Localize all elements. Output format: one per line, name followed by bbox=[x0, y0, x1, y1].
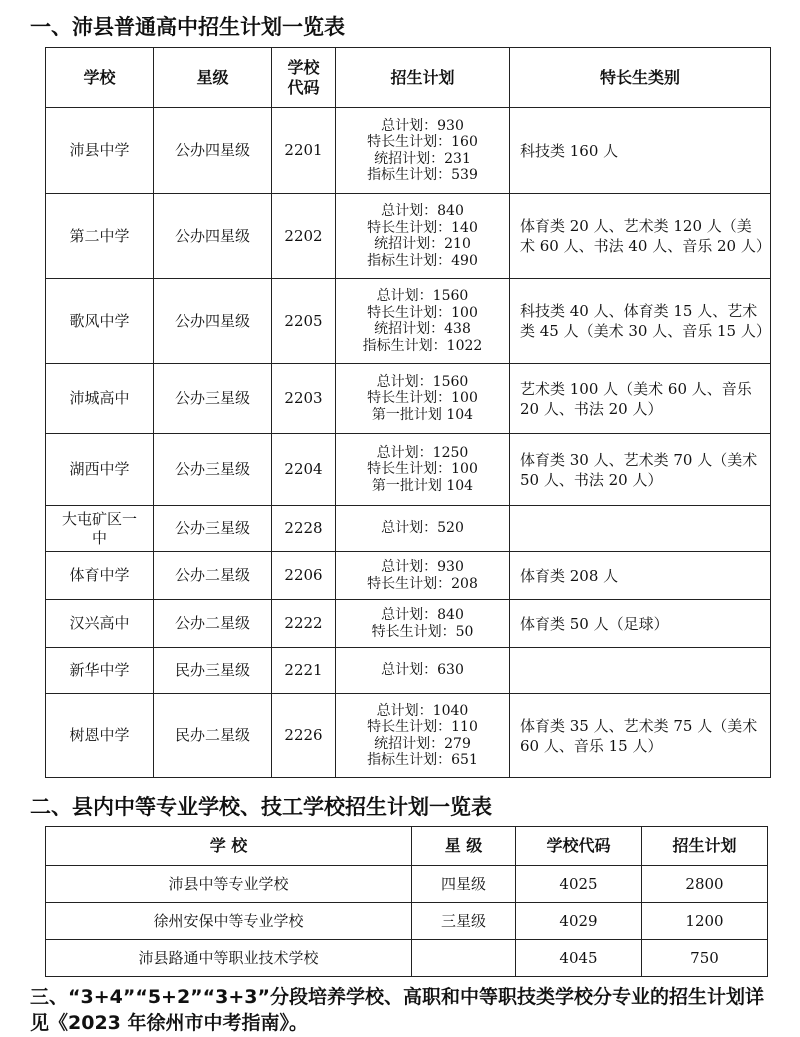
plan-line: 指标生计划：1022 bbox=[362, 337, 483, 354]
plan-line: 统招计划：210 bbox=[374, 236, 471, 252]
plan-line: 特长生计划：160 bbox=[367, 134, 478, 150]
plan-cell bbox=[336, 364, 510, 434]
table-row bbox=[46, 506, 771, 552]
school-name: 湖西中学 bbox=[46, 434, 154, 506]
plan-line: 指标生计划：539 bbox=[367, 167, 478, 183]
school-name: 新华中学 bbox=[46, 648, 154, 694]
plan-count: 2800 bbox=[642, 866, 768, 903]
header-school: 学校 bbox=[46, 48, 154, 108]
special-category: 科技类 160 人 bbox=[510, 108, 771, 194]
plan-line: 第一批计划 104 bbox=[371, 477, 474, 494]
plan-cell bbox=[336, 108, 510, 194]
star-level: 公办二星级 bbox=[154, 600, 272, 648]
plan-line: 特长生计划：208 bbox=[367, 575, 478, 592]
school-name: 徐州安保中等专业学校 bbox=[46, 903, 412, 940]
plan-cell bbox=[336, 552, 510, 600]
plan-line: 特长生计划：100 bbox=[367, 304, 478, 321]
section1-title: 一、沛县普通高中招生计划一览表 bbox=[30, 15, 345, 39]
table-row bbox=[46, 434, 771, 506]
plan-cell bbox=[336, 194, 510, 279]
star-level: 四星级 bbox=[412, 866, 516, 903]
special-category: 体育类 30 人、艺术类 70 人（美术 50 人、书法 20 人） bbox=[510, 434, 771, 506]
plan-line: 特长生计划：50 bbox=[371, 623, 474, 640]
star-level: 民办二星级 bbox=[154, 694, 272, 778]
star-level: 三星级 bbox=[412, 903, 516, 940]
plan-line: 特长生计划：110 bbox=[367, 719, 478, 735]
high-school-plan-table bbox=[45, 47, 771, 778]
header-plan: 招生计划 bbox=[642, 827, 768, 866]
school-name: 体育中学 bbox=[46, 552, 154, 600]
plan-line: 特长生计划：100 bbox=[367, 390, 478, 407]
school-name: 大屯矿区一中 bbox=[46, 506, 154, 552]
plan-cell bbox=[336, 694, 510, 778]
plan-cell bbox=[336, 648, 510, 694]
school-name: 沛县中等专业学校 bbox=[46, 866, 412, 903]
header-special: 特长生类别 bbox=[510, 48, 771, 108]
plan-line: 统招计划：438 bbox=[374, 321, 471, 337]
plan-cell bbox=[336, 506, 510, 552]
plan-line: 总计划：630 bbox=[381, 662, 464, 679]
plan-line: 总计划：1560 bbox=[376, 288, 469, 304]
special-category: 体育类 208 人 bbox=[510, 552, 771, 600]
header-school: 学 校 bbox=[46, 827, 412, 866]
table-row bbox=[46, 648, 771, 694]
star-level: 公办三星级 bbox=[154, 434, 272, 506]
plan-line: 总计划：840 bbox=[381, 203, 464, 219]
school-code: 2222 bbox=[272, 600, 336, 648]
special-category: 体育类 20 人、艺术类 120 人（美术 60 人、书法 40 人、音乐 20 人） bbox=[510, 194, 771, 279]
special-category bbox=[510, 648, 771, 694]
table-row bbox=[46, 108, 771, 194]
table-row bbox=[46, 694, 771, 778]
table-header-row bbox=[46, 827, 768, 866]
school-code: 4025 bbox=[516, 866, 642, 903]
section2-title: 二、县内中等专业学校、技工学校招生计划一览表 bbox=[30, 795, 492, 819]
plan-line: 指标生计划：490 bbox=[367, 252, 478, 269]
table-row bbox=[46, 940, 768, 977]
special-category: 体育类 35 人、艺术类 75 人（美术 60 人、音乐 15 人） bbox=[510, 694, 771, 778]
school-name: 歌风中学 bbox=[46, 279, 154, 364]
school-name: 沛县路通中等职业技术学校 bbox=[46, 940, 412, 977]
school-code: 2221 bbox=[272, 648, 336, 694]
school-code: 4029 bbox=[516, 903, 642, 940]
school-name: 树恩中学 bbox=[46, 694, 154, 778]
plan-line: 总计划：1040 bbox=[376, 702, 469, 719]
star-level: 民办三星级 bbox=[154, 648, 272, 694]
plan-line: 总计划：1560 bbox=[376, 373, 469, 390]
header-code: 学校代码 bbox=[516, 827, 642, 866]
plan-line: 总计划：930 bbox=[381, 559, 464, 575]
plan-cell bbox=[336, 279, 510, 364]
plan-cell bbox=[336, 434, 510, 506]
special-category: 体育类 50 人（足球） bbox=[510, 600, 771, 648]
school-code: 4045 bbox=[516, 940, 642, 977]
school-code: 2228 bbox=[272, 506, 336, 552]
school-code: 2204 bbox=[272, 434, 336, 506]
table-row bbox=[46, 364, 771, 434]
special-category: 科技类 40 人、体育类 15 人、艺术类 45 人（美术 30 人、音乐 15 人） bbox=[510, 279, 771, 364]
school-name: 第二中学 bbox=[46, 194, 154, 279]
school-name: 沛县中学 bbox=[46, 108, 154, 194]
star-level: 公办四星级 bbox=[154, 108, 272, 194]
table-row bbox=[46, 903, 768, 940]
school-name: 沛城高中 bbox=[46, 364, 154, 434]
school-code: 2226 bbox=[272, 694, 336, 778]
table-row bbox=[46, 194, 771, 279]
vocational-school-plan-table bbox=[45, 826, 768, 977]
header-plan: 招生计划 bbox=[336, 48, 510, 108]
star-level: 公办三星级 bbox=[154, 364, 272, 434]
plan-line: 统招计划：231 bbox=[374, 150, 471, 167]
plan-line: 总计划：1250 bbox=[376, 444, 469, 461]
star-level: 公办二星级 bbox=[154, 552, 272, 600]
school-name: 汉兴高中 bbox=[46, 600, 154, 648]
star-level bbox=[412, 940, 516, 977]
special-category: 艺术类 100 人（美术 60 人、音乐 20 人、书法 20 人） bbox=[510, 364, 771, 434]
star-level: 公办四星级 bbox=[154, 279, 272, 364]
plan-line: 指标生计划：651 bbox=[367, 752, 478, 768]
footer-note: 三、“3+4”“5+2”“3+3”分段培养学校、高职和中等职技类学校分专业的招生计划详见《2023 年徐州市中考指南》。 bbox=[30, 986, 765, 1034]
header-star: 星级 bbox=[154, 48, 272, 108]
school-code: 2202 bbox=[272, 194, 336, 279]
plan-line: 特长生计划：140 bbox=[367, 219, 478, 236]
star-level: 公办四星级 bbox=[154, 194, 272, 279]
table-row bbox=[46, 866, 768, 903]
plan-line: 特长生计划：100 bbox=[367, 461, 478, 478]
plan-count: 1200 bbox=[642, 903, 768, 940]
plan-line: 总计划：840 bbox=[381, 607, 464, 623]
school-code: 2205 bbox=[272, 279, 336, 364]
school-code: 2206 bbox=[272, 552, 336, 600]
plan-cell bbox=[336, 600, 510, 648]
star-level: 公办三星级 bbox=[154, 506, 272, 552]
special-category bbox=[510, 506, 771, 552]
table-row bbox=[46, 279, 771, 364]
table-row bbox=[46, 600, 771, 648]
header-code: 学校 代码 bbox=[272, 48, 336, 108]
school-code: 2201 bbox=[272, 108, 336, 194]
plan-count: 750 bbox=[642, 940, 768, 977]
table-header-row bbox=[46, 48, 771, 108]
plan-line: 总计划：520 bbox=[381, 520, 464, 537]
plan-line: 总计划：930 bbox=[381, 117, 464, 134]
school-code: 2203 bbox=[272, 364, 336, 434]
table-row bbox=[46, 552, 771, 600]
plan-line: 第一批计划 104 bbox=[371, 406, 474, 423]
plan-line: 统招计划：279 bbox=[374, 735, 471, 752]
header-star: 星 级 bbox=[412, 827, 516, 866]
